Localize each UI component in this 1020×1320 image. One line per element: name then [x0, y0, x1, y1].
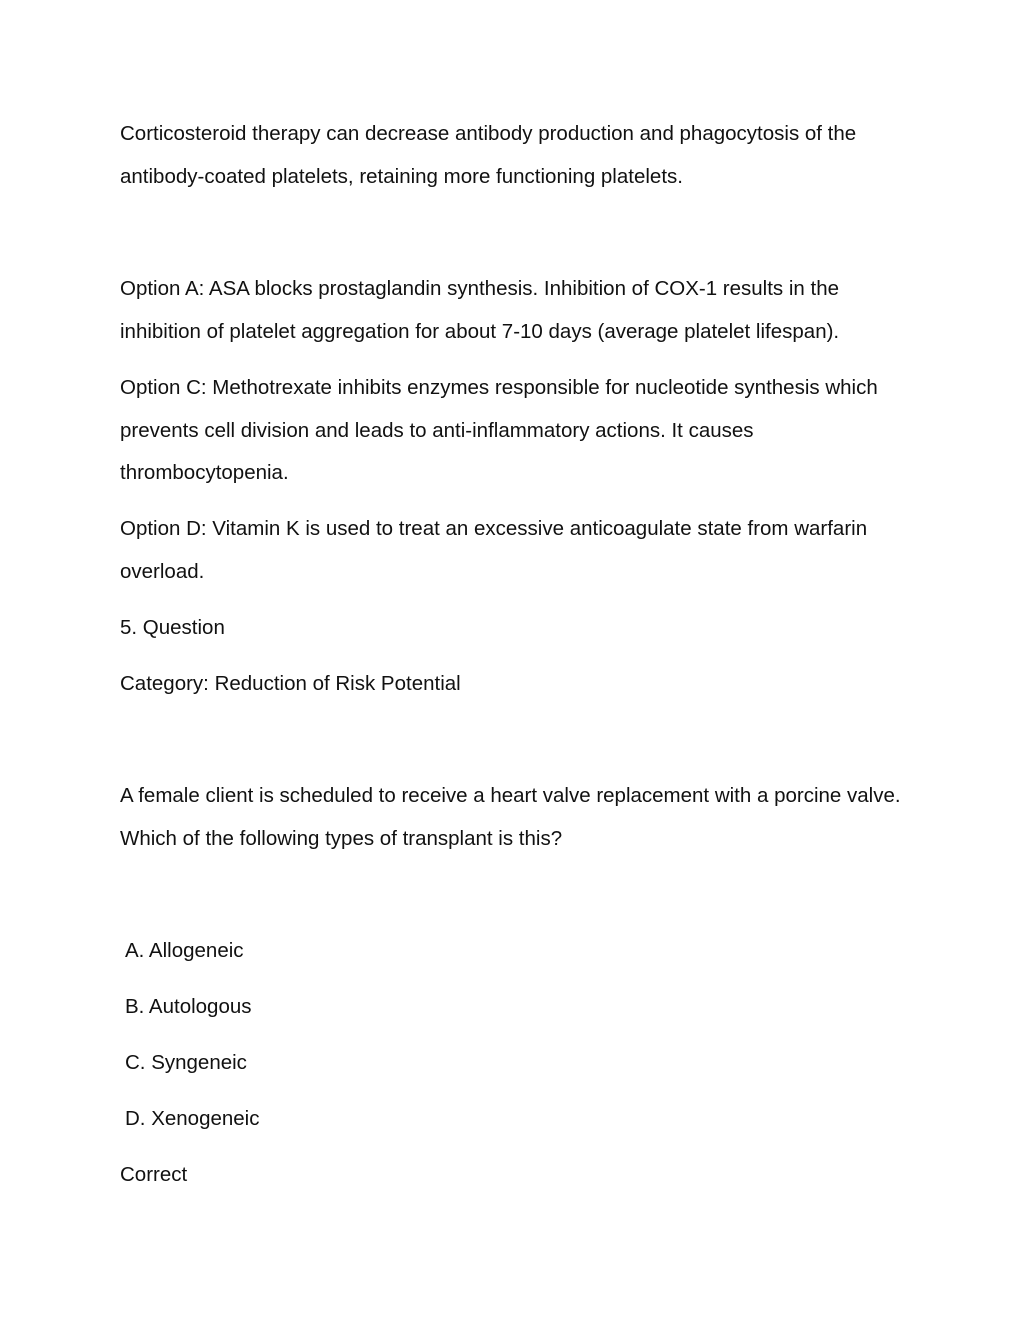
option-a-rationale: Option A: ASA blocks prostaglandin synthesis. Inhibition of COX-1 results in the inhibition of platelet aggregation for about 7-10 days (average platelet lifespan). — [120, 277, 840, 343]
answer-option-a: A. Allogeneic — [125, 939, 244, 962]
question-category: Category: Reduction of Risk Potential — [120, 672, 461, 695]
result-label: Correct — [120, 1163, 188, 1186]
answer-option-d: D. Xenogeneic — [125, 1107, 260, 1130]
answer-option-c: C. Syngeneic — [125, 1051, 247, 1074]
option-d-rationale: Option D: Vitamin K is used to treat an excessive anticoagulate state from warfarin overload. — [120, 517, 868, 583]
question-number: 5. Question — [120, 616, 225, 639]
explanation-paragraph: Corticosteroid therapy can decrease antibody production and phagocytosis of the antibody-coated platelets, retaining more functioning platelets. — [120, 122, 857, 188]
option-c-rationale: Option C: Methotrexate inhibits enzymes responsible for nucleotide synthesis which prevents cell division and leads to anti-inflammatory actions. It causes thrombocytopenia. — [120, 376, 878, 484]
question-text: A female client is scheduled to receive a heart valve replacement with a porcine valve. Which of the following types of transplant is this? — [120, 784, 901, 850]
answer-option-b: B. Autologous — [125, 995, 252, 1018]
